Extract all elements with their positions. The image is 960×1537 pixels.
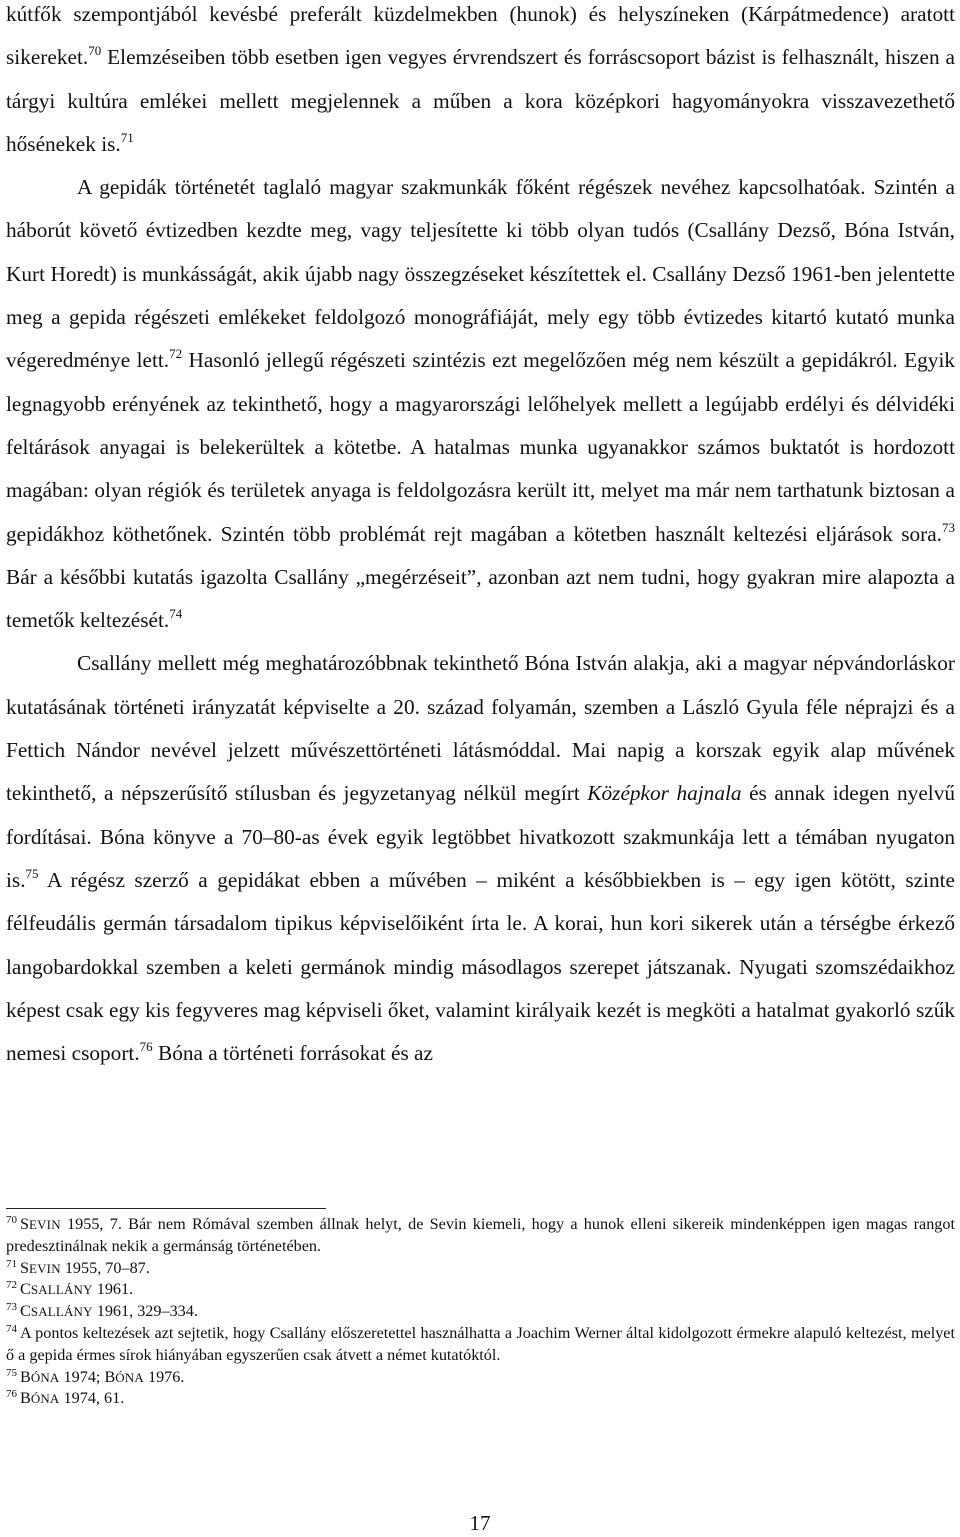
footnote-number: 75: [6, 1366, 17, 1379]
text-run: kútfők szempontjából kevésbé preferált küzdelmekben (hunok) és helyszíneken (Kárpátmedence) aratott sikereket.: [6, 2, 955, 70]
book-title-italic: Középkor hajnala: [587, 781, 742, 806]
author-smallcaps: SALLÁNY: [30, 1304, 93, 1320]
footnote-ref-70[interactable]: 70: [88, 43, 102, 59]
footnote-number: 76: [6, 1388, 17, 1401]
page-number: 17: [469, 1511, 491, 1535]
footnote-text: 1974;: [59, 1367, 105, 1386]
paragraph-1: [6, 0, 955, 166]
footnote-75: [6, 1367, 955, 1389]
author-smallcaps: SALLÁNY: [30, 1282, 93, 1298]
footnote-separator: [6, 1208, 326, 1209]
author-smallcaps: ÓNA: [30, 1391, 60, 1407]
author-smallcaps: EVIN: [29, 1260, 61, 1276]
author-initial: C: [20, 1302, 31, 1321]
footnote-72: [6, 1279, 955, 1301]
footnote-ref-73[interactable]: 73: [942, 519, 955, 535]
author-initial: B: [20, 1389, 31, 1408]
text-run: A régész szerző a gepidákat ebben a művében – miként a későbbiekben is – egy igen kötött, szinte félfeudális germán társadalom tipikus képviselőiként írta le. A korai, hun kori sikerek után a térségbe érkező langobardokkal szemben a keleti germánok mindig másodlagos szerepet játszanak. Nyugati szomszédaikhoz képest csak egy kis fegyveres mag képviseli őket, valamint királyaik kezét is megköti a hatalmat gyakorló szűk nemesi csoport.: [6, 867, 955, 1066]
author-initial: B: [20, 1367, 31, 1386]
footnotes: [6, 1214, 955, 1410]
footnote-text: 1955, 7. Bár nem Rómával szemben állnak helyt, de Sevin kiemeli, hogy a hunok elleni sikereik mindenképpen igen magas rangot predesztinálnak nekik a germánság történetében.: [6, 1215, 955, 1255]
footnote-ref-71[interactable]: 71: [120, 129, 134, 145]
footnote-number: 70: [6, 1214, 17, 1226]
footnote-76: [6, 1388, 955, 1410]
footnote-71: [6, 1258, 955, 1280]
footnote-number: 74: [6, 1322, 17, 1335]
footnote-text: 1976.: [143, 1367, 185, 1386]
footnote-70: [6, 1214, 955, 1258]
footnote-ref-74[interactable]: 74: [169, 606, 183, 622]
footnote-number: 71: [6, 1257, 17, 1270]
footnote-number: 73: [6, 1301, 17, 1314]
footnote-text: 1955, 70–87.: [60, 1258, 150, 1277]
footnote-text: 1961, 329–334.: [92, 1302, 198, 1321]
paragraph-2: [6, 166, 955, 642]
text-run: Hasonló jellegű régészeti szintézis ezt megelőzően még nem készült a gepidákról. Egyik legnagyobb erényének az tekinthető, hogy a magyarországi lelőhelyek mellett a legújabb erdélyi és délvidéki feltárások anyagai is belekerültek a kötetbe. A hatalmas munka ugyanakkor számos buktatót is hordozott magában: olyan régiók és területek anyaga is feldolgozásra került itt, melyet ma már nem tarthatunk biztosan a gepidákhoz köthetőnek. Szintén több problémát rejt magában a kötetben használt keltezési eljárások sora.: [6, 348, 956, 546]
footnote-ref-76[interactable]: 76: [139, 1039, 153, 1055]
text-run: Csallány mellett még meghatározóbbnak tekinthető Bóna István alakja, aki a magyar népvándorláskor kutatásának történeti irányzatát képviselte a 20. század folyamán, szemben a László Gyula féle néprajzi és a Fettich Nándor nevével jelzett művészettörténeti látásmóddal. Mai napig a korszak egyik alap művének tekinthető, a népszerűsítő stílusban és jegyzetanyag nélkül megírt: [6, 651, 955, 806]
footnote-number: 72: [6, 1279, 17, 1292]
author-smallcaps: ÓNA: [115, 1369, 144, 1385]
footnote-text: 1974, 61.: [59, 1389, 125, 1408]
author-initial: C: [20, 1280, 31, 1299]
footnote-ref-72[interactable]: 72: [169, 346, 183, 362]
author-smallcaps: ÓNA: [30, 1369, 60, 1385]
text-run: Bóna a történeti forrásokat és az: [152, 1041, 433, 1066]
body-text: [6, 0, 955, 1075]
footnote-text: A pontos keltezések azt sejtetik, hogy Csallány előszeretettel használhatta a Joachim Werner által kidolgozott érmekre alapuló keltezést, melyet ő a gepida érmes sírok hiányában egyszerűen csak átvett a német kutatóktól.: [6, 1323, 955, 1364]
footnote-ref-75[interactable]: 75: [25, 865, 39, 881]
footnote-73: [6, 1301, 955, 1323]
author-smallcaps: EVIN: [29, 1217, 61, 1232]
author-initial: S: [20, 1215, 30, 1233]
text-run: A gepidák történetét taglaló magyar szakmunkák főként régészek nevéhez kapcsolhatóak. Szintén a háborút követő évtizedben kezdte meg, vagy teljesítette ki több olyan tudós (Csallány Dezső, Bóna István, Kurt Horedt) is munkásságát, akik újabb nagy összegzéseket készítettek el. Csallány Dezső 1961-ben jelentette meg a gepida régészeti emlékeket feldolgozó monográfiáját, mely egy több évtizedes kitartó kutató munka végeredménye lett.: [6, 175, 955, 373]
text-run: Bár a későbbi kutatás igazolta Csallány „megérzéseit”, azonban azt nem tudni, hogy gyakran mire alapozta a temetők keltezését.: [6, 564, 955, 633]
text-run: Elemzéseiben több esetben igen vegyes érvrendszert és forráscsoport bázist is felhasznált, hiszen a tárgyi kultúra emlékei mellett megjelennek a műben a kora középkori hagyományokra visszavezethető hősénekek is.: [6, 45, 955, 156]
footnote-text: 1961.: [92, 1280, 134, 1299]
text-run: és annak idegen nyelvű fordításai. Bóna könyve a 70–80-as évek egyik legtöbbet hivatkozott szakmunkája lett a témában nyugaton is.: [6, 781, 955, 892]
footnote-74: [6, 1323, 955, 1367]
author-initial: S: [20, 1258, 30, 1277]
paragraph-3: [6, 642, 955, 1075]
author-initial: B: [104, 1367, 116, 1386]
